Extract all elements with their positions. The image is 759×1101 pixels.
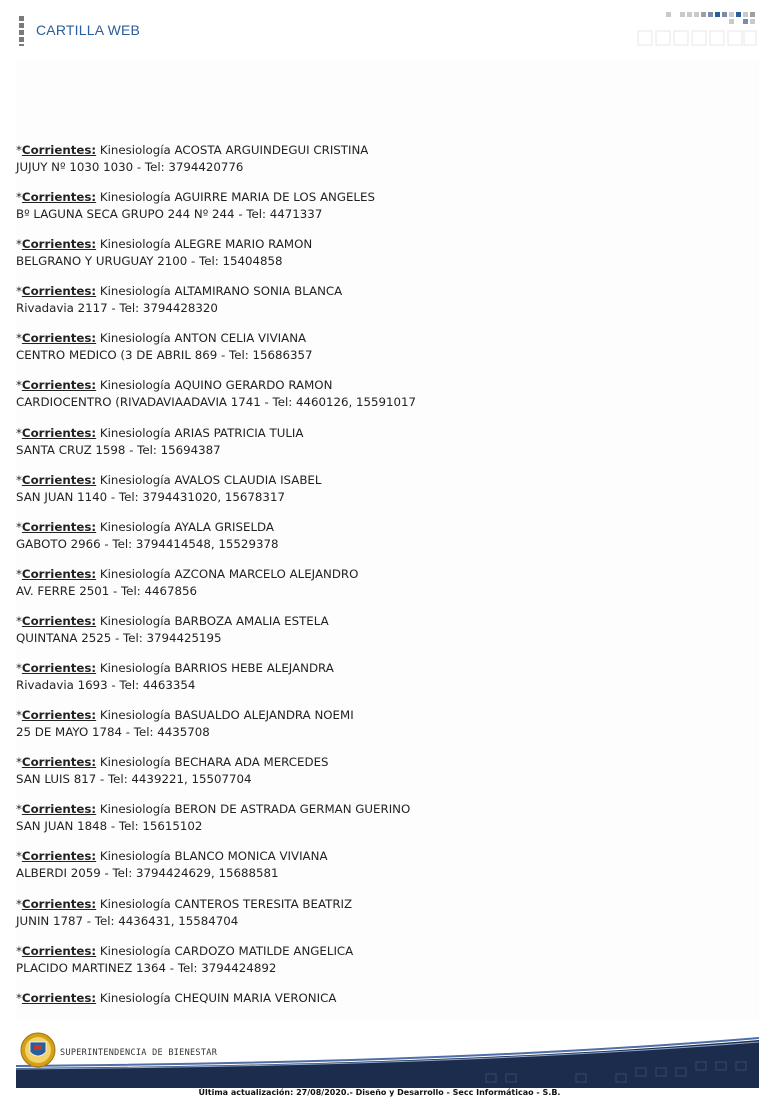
page-footer xyxy=(0,1022,759,1101)
list-item: *Corrientes: Kinesiología AVALOS CLAUDIA ISABEL SAN JUAN 1140 - Tel: 3794431020, 15678317 xyxy=(16,472,736,519)
province-label: Corrientes: xyxy=(21,849,97,864)
province-label: Corrientes: xyxy=(21,237,97,252)
provider-name: Kinesiología ALTAMIRANO SONIA BLANCA xyxy=(99,284,343,299)
province-label: Corrientes: xyxy=(21,613,97,628)
provider-name: Kinesiología BERON DE ASTRADA GERMAN GUERINO xyxy=(99,802,411,817)
province-label: Corrientes: xyxy=(21,472,97,487)
list-item: *Corrientes: Kinesiología CHEQUIN MARIA VERONICA xyxy=(16,990,337,1005)
organization-name: SUPERINTENDENCIA DE BIENESTAR xyxy=(60,1048,218,1058)
list-item: *Corrientes: Kinesiología AYALA GRISELDA GABOTO 2966 - Tel: 3794414548, 15529378 xyxy=(16,519,736,566)
list-item: *Corrientes: Kinesiología AZCONA MARCELO ALEJANDRO AV. FERRE 2501 - Tel: 4467856 xyxy=(16,566,736,613)
provider-name: Kinesiología AQUINO GERARDO RAMON xyxy=(99,378,333,393)
province-label: Corrientes: xyxy=(21,378,97,393)
list-item: *Corrientes: Kinesiología CARDOZO MATILDE ANGELICA PLACIDO MARTINEZ 1364 - Tel: 3794424892 xyxy=(16,943,736,990)
page-header xyxy=(0,0,759,60)
provider-name: Kinesiología ANTON CELIA VIVIANA xyxy=(99,331,307,346)
list-item: *Corrientes: Kinesiología AGUIRRE MARIA DE LOS ANGELES Bº LAGUNA SECA GRUPO 244 Nº 244 - Tel: 4471337 xyxy=(16,189,736,236)
provider-address: QUINTANA 2525 - Tel: 3794425195 xyxy=(16,630,222,645)
provider-list xyxy=(16,142,736,1037)
page-title: CARTILLA WEB xyxy=(36,22,141,38)
provider-address: Rivadavia 2117 - Tel: 3794428320 xyxy=(16,301,218,316)
provider-address: ALBERDI 2059 - Tel: 3794424629, 15688581 xyxy=(16,866,279,881)
header-squares-decoration xyxy=(636,11,758,47)
list-item: *Corrientes: Kinesiología BERON DE ASTRADA GERMAN GUERINO SAN JUAN 1848 - Tel: 15615102 xyxy=(16,801,736,848)
provider-address: CARDIOCENTRO (RIVADAVIAADAVIA 1741 - Tel: 4460126, 15591017 xyxy=(16,395,417,410)
province-label: Corrientes: xyxy=(21,708,97,723)
provider-address: JUNIN 1787 - Tel: 4436431, 15584704 xyxy=(16,913,239,928)
provider-name: Kinesiología BASUALDO ALEJANDRA NOEMI xyxy=(99,708,354,723)
list-item: *Corrientes: Kinesiología CANTEROS TERESITA BEATRIZ JUNIN 1787 - Tel: 4436431, 15584704 xyxy=(16,896,736,943)
provider-address: AV. FERRE 2501 - Tel: 4467856 xyxy=(16,583,197,598)
provider-address: Rivadavia 1693 - Tel: 4463354 xyxy=(16,678,196,693)
province-label: Corrientes: xyxy=(21,331,97,346)
provider-name: Kinesiología ACOSTA ARGUINDEGUI CRISTINA xyxy=(99,143,369,157)
list-item: *Corrientes: Kinesiología BARRIOS HEBE ALEJANDRA Rivadavia 1693 - Tel: 4463354 xyxy=(16,660,736,707)
province-label: Corrientes: xyxy=(21,943,97,958)
provider-address: JUJUY Nº 1030 1030 - Tel: 3794420776 xyxy=(16,160,244,174)
provider-address: 25 DE MAYO 1784 - Tel: 4435708 xyxy=(16,725,210,740)
province-label: Corrientes: xyxy=(21,755,97,770)
list-item: *Corrientes: Kinesiología ACOSTA ARGUINDEGUI CRISTINA JUJUY Nº 1030 1030 - Tel: 3794420776 xyxy=(16,142,736,189)
list-item: *Corrientes: Kinesiología BECHARA ADA MERCEDES SAN LUIS 817 - Tel: 4439221, 15507704 xyxy=(16,754,736,801)
provider-name: Kinesiología BARRIOS HEBE ALEJANDRA xyxy=(99,661,334,676)
province-label: Corrientes: xyxy=(21,990,97,1005)
province-label: Corrientes: xyxy=(21,284,97,299)
provider-name: Kinesiología ARIAS PATRICIA TULIA xyxy=(99,425,304,440)
provider-name: Kinesiología AYALA GRISELDA xyxy=(99,519,274,534)
provider-name: Kinesiología AGUIRRE MARIA DE LOS ANGELES xyxy=(99,190,375,205)
provider-name: Kinesiología BARBOZA AMALIA ESTELA xyxy=(99,613,329,628)
provider-name: Kinesiología CHEQUIN MARIA VERONICA xyxy=(99,990,337,1005)
province-label: Corrientes: xyxy=(21,519,97,534)
provider-address: GABOTO 2966 - Tel: 3794414548, 15529378 xyxy=(16,536,279,551)
provider-address: SAN JUAN 1140 - Tel: 3794431020, 15678317 xyxy=(16,489,285,504)
list-item: *Corrientes: Kinesiología BLANCO MONICA VIVIANA ALBERDI 2059 - Tel: 3794424629, 15688581 xyxy=(16,848,736,895)
list-item: *Corrientes: Kinesiología BARBOZA AMALIA ESTELA QUINTANA 2525 - Tel: 3794425195 xyxy=(16,613,736,660)
provider-address: CENTRO MEDICO (3 DE ABRIL 869 - Tel: 15686357 xyxy=(16,348,313,363)
list-item: *Corrientes: Kinesiología ANTON CELIA VIVIANA CENTRO MEDICO (3 DE ABRIL 869 - Tel: 15686357 xyxy=(16,330,736,377)
list-item: *Corrientes: Kinesiología ARIAS PATRICIA TULIA SANTA CRUZ 1598 - Tel: 15694387 xyxy=(16,425,736,472)
provider-address: BELGRANO Y URUGUAY 2100 - Tel: 15404858 xyxy=(16,254,283,269)
provider-name: Kinesiología BECHARA ADA MERCEDES xyxy=(99,755,329,770)
province-label: Corrientes: xyxy=(21,190,97,205)
header-accent-bar xyxy=(19,16,24,46)
provider-address: SANTA CRUZ 1598 - Tel: 15694387 xyxy=(16,442,221,457)
list-item: *Corrientes: Kinesiología ALTAMIRANO SONIA BLANCA Rivadavia 2117 - Tel: 3794428320 xyxy=(16,283,736,330)
province-label: Corrientes: xyxy=(21,802,97,817)
provider-name: Kinesiología AZCONA MARCELO ALEJANDRO xyxy=(99,566,359,581)
province-label: Corrientes: xyxy=(21,896,97,911)
list-item: *Corrientes: Kinesiología BASUALDO ALEJANDRA NOEMI 25 DE MAYO 1784 - Tel: 4435708 xyxy=(16,707,736,754)
provider-address: SAN JUAN 1848 - Tel: 15615102 xyxy=(16,819,203,834)
provider-address: SAN LUIS 817 - Tel: 4439221, 15507704 xyxy=(16,772,252,787)
list-item: *Corrientes: Kinesiología ALEGRE MARIO RAMON BELGRANO Y URUGUAY 2100 - Tel: 15404858 xyxy=(16,236,736,283)
province-label: Corrientes: xyxy=(21,566,97,581)
province-label: Corrientes: xyxy=(21,661,97,676)
provider-name: Kinesiología AVALOS CLAUDIA ISABEL xyxy=(99,472,322,487)
provider-name: Kinesiología BLANCO MONICA VIVIANA xyxy=(99,849,328,864)
provider-name: Kinesiología ALEGRE MARIO RAMON xyxy=(99,237,313,252)
provider-name: Kinesiología CANTEROS TERESITA BEATRIZ xyxy=(99,896,353,911)
organization-seal-logo xyxy=(20,1032,56,1068)
province-label: Corrientes: xyxy=(21,143,97,157)
provider-address: Bº LAGUNA SECA GRUPO 244 Nº 244 - Tel: 4471337 xyxy=(16,207,323,222)
province-label: Corrientes: xyxy=(21,425,97,440)
list-item: *Corrientes: Kinesiología AQUINO GERARDO RAMON CARDIOCENTRO (RIVADAVIAADAVIA 1741 - Tel: 4460126, 15591017 xyxy=(16,377,736,424)
provider-name: Kinesiología CARDOZO MATILDE ANGELICA xyxy=(99,943,354,958)
provider-address: PLACIDO MARTINEZ 1364 - Tel: 3794424892 xyxy=(16,960,277,975)
last-update-text: Última actualización: 27/08/2020.- Diseño y Desarrollo - Secc Informáticao - S.B. xyxy=(198,1088,561,1097)
